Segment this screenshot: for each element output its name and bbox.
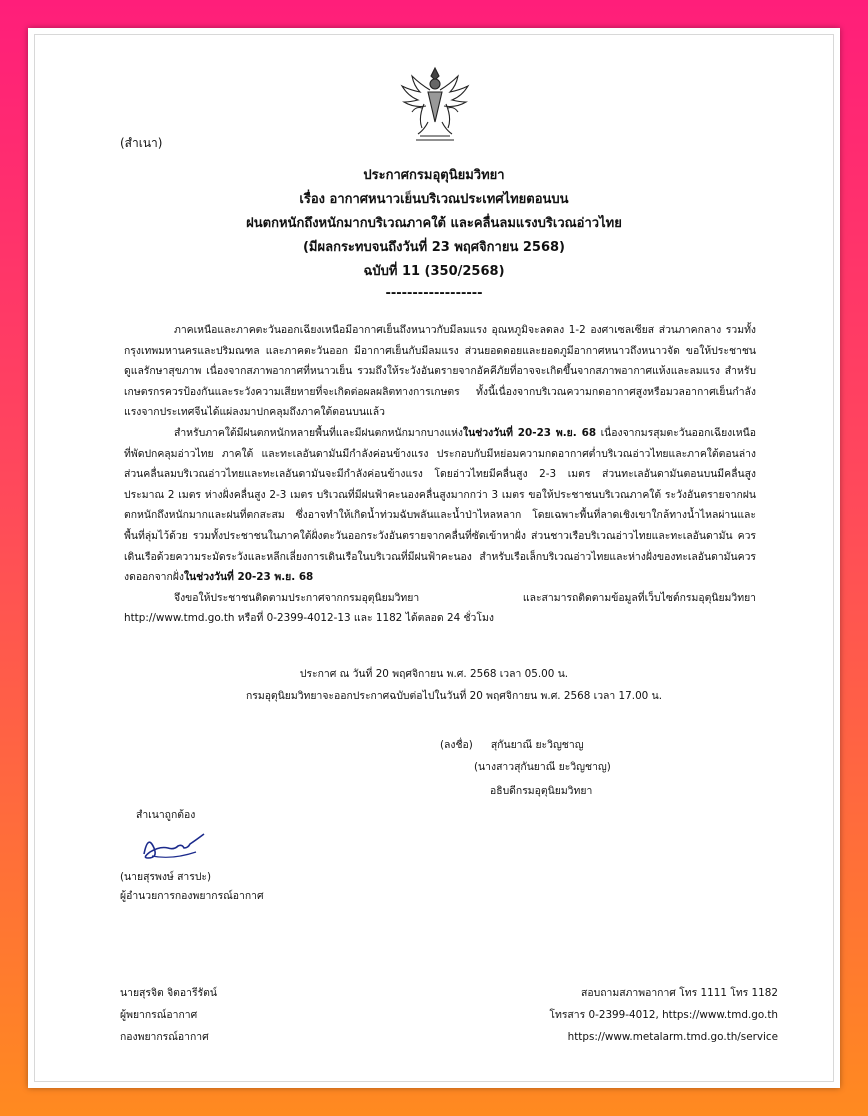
- contact-fax: โทรสาร 0-2399-4012, https://www.tmd.go.th: [549, 1009, 778, 1021]
- p2-date-range-1: ในช่วงวันที่ 20-23 พ.ย. 68: [463, 426, 597, 439]
- p2-text-a: สำหรับภาคใต้มีฝนตกหนักหลายพื้นที่และมีฝนตกหนักมากบางแห่ง: [174, 426, 463, 439]
- division-name: กองพยากรณ์อากาศ: [120, 1031, 209, 1043]
- signed-fullname: (นางสาวสุกันยาณี ยะวิญชาญ): [474, 761, 611, 773]
- p2-date-range-2: ในช่วงวันที่ 20-23 พ.ย. 68: [183, 571, 314, 584]
- paragraph-cold-weather: ภาคเหนือและภาคตะวันออกเฉียงเหนือมีอากาศเย็นถึงหนาวกับมีลมแรง อุณหภูมิจะลดลง 1-2 องศาเซลเซียส ส่วนภาคกลาง รวมทั้งกรุงเทพมหานครและปริมณฑล และภาคตะวันออก มีอากาศเย็นกับมีลมแรง ส่วนยอดดอยและยอดภูมีอากาศหนาวถึงหนาวจัด ขอให้ประชาชนดูแลรักษาสุขภาพ เนื่องจากสภาพอากาศที่หนาวเย็น รวมถึงให้ระวังอันตรายจากอัคคีภัยที่อาจจะเกิดขึ้นจากสภาพอากาศแห้งและลมแรง สำหรับเกษตรกรควรป้องกันและระวังความเสียหายที่จะเกิดต่อผลผลิตทางการเกษตร ทั้งนี้เนื่องจากบริเวณความกดอากาศสูงหรือมวลอากาศเย็นกำลังแรงจากประเทศจีนได้แผ่ลงมาปกคลุมถึงภาคใต้ตอนบนแล้ว: [124, 324, 756, 419]
- certified-copy-label: สำเนาถูกต้อง: [136, 809, 196, 821]
- paragraph-follow-updates: จึงขอให้ประชาชนติดตามประกาศจากกรมอุตุนิยมวิทยา และสามารถติดตามข้อมูลที่เว็บไซต์กรมอุตุนิยมวิทยา http://www.tmd.go.th หรือที่ 0-2399-4012-13 และ 1182 ได้ตลอด 24 ชั่วโมง: [124, 591, 756, 625]
- subject-line-1: เรื่อง อากาศหนาวเย็นบริเวณประเทศไทยตอนบน: [299, 192, 569, 207]
- certifier-position: ผู้อำนวยการกองพยากรณ์อากาศ: [120, 890, 264, 902]
- contact-alarm-url: https://www.metalarm.tmd.go.th/service: [567, 1031, 778, 1043]
- subject-line-2: ฝนตกหนักถึงหนักมากบริเวณภาคใต้ และคลื่นลมแรงบริเวณอ่าวไทย: [246, 216, 622, 231]
- footer-left: [120, 982, 217, 1048]
- paragraph-south-rain: [124, 423, 756, 588]
- p2-text-b: เนื่องจากมรสุมตะวันออกเฉียงเหนือที่พัดปกคลุมอ่าวไทย ภาคใต้ และทะเลอันดามันมีกำลังค่อนข้างแรง ประกอบกับมีหย่อมความกดอากาศต่ำบริเวณอ่าวไทยและภาคใต้ตอนล่าง ส่วนคลื่นลมบริเวณอ่าวไทยและทะเลอันดามันจะมีกำลังค่อนข้างแรง โดยอ่าวไทยมีคลื่นสูง 2-3 เมตร ส่วนทะเลอันดามันตอนบนมีคลื่นสูงประมาณ 2 เมตร ห่างฝั่งคลื่นสูง 2-3 เมตร บริเวณที่มีฝนฟ้าคะนองคลื่นสูงมากกว่า 3 เมตร ขอให้ประชาชนบริเวณภาคใต้ ระวังอันตรายจากฝนตกหนักถึงหนักมากและฝนที่ตกสะสม ซึ่งอาจทำให้เกิดน้ำท่วมฉับพลันและน้ำป่าไหลหลาก โดยเฉพาะพื้นที่ลาดเชิงเขาใกล้ทางน้ำไหลผ่านและพื้นที่ลุ่มไว้ด้วย รวมทั้งประชาชนในภาคใต้ฝั่งตะวันออกระวังอันตรายจากคลื่นที่ซัดเข้าหาฝั่ง ส่วนชาวเรือบริเวณอ่าวไทยและทะเลอันดามัน ควรเดินเรือด้วยความระมัดระวังและหลีกเลี่ยงการเดินเรือในบริเวณที่มีฝนฟ้าคะนอง สำหรับเรือเล็กบริเวณอ่าวไทยและห่างฝั่งของทะเลอันดามันควรงดออกจากฝั่ง: [124, 426, 756, 584]
- footer-right: [549, 982, 778, 1048]
- signed-name: สุกันยาณี ยะวิญชาญ: [490, 739, 584, 751]
- certifier-block: [120, 868, 264, 906]
- separator: ------------------: [385, 286, 483, 301]
- garuda-emblem-icon: [398, 64, 472, 146]
- forecaster-role: ผู้พยากรณ์อากาศ: [120, 1009, 198, 1021]
- announcement-body: [124, 320, 756, 629]
- copy-label: (สำเนา): [120, 136, 163, 150]
- document-page: [28, 28, 840, 1088]
- announced-date: ประกาศ ณ วันที่ 20 พฤศจิกายน พ.ศ. 2568 เวลา 05.00 น.: [299, 668, 569, 680]
- handwritten-signature-icon: [138, 826, 212, 866]
- signed-position: อธิบดีกรมอุตุนิยมวิทยา: [490, 785, 593, 797]
- forecaster-name: นายสุรจิต จิตอารีรัตน์: [120, 987, 218, 999]
- issue-number: ฉบับที่ 11 (350/2568): [363, 264, 505, 279]
- signed-line: [440, 734, 584, 756]
- contact-phone: สอบถามสภาพอากาศ โทร 1111 โทร 1182: [581, 987, 778, 999]
- next-issue-notice: กรมอุตุนิยมวิทยาจะออกประกาศฉบับต่อไปในวันที่ 20 พฤศจิกายน พ.ศ. 2568 เวลา 17.00 น.: [245, 690, 663, 702]
- document-title: ประกาศกรมอุตุนิยมวิทยา: [363, 168, 505, 183]
- certifier-name: (นายสุรพงษ์ สารปะ): [120, 871, 212, 883]
- signed-label: (ลงชื่อ): [440, 739, 473, 751]
- subject-line-3: (มีผลกระทบจนถึงวันที่ 23 พฤศจิกายน 2568): [302, 240, 565, 255]
